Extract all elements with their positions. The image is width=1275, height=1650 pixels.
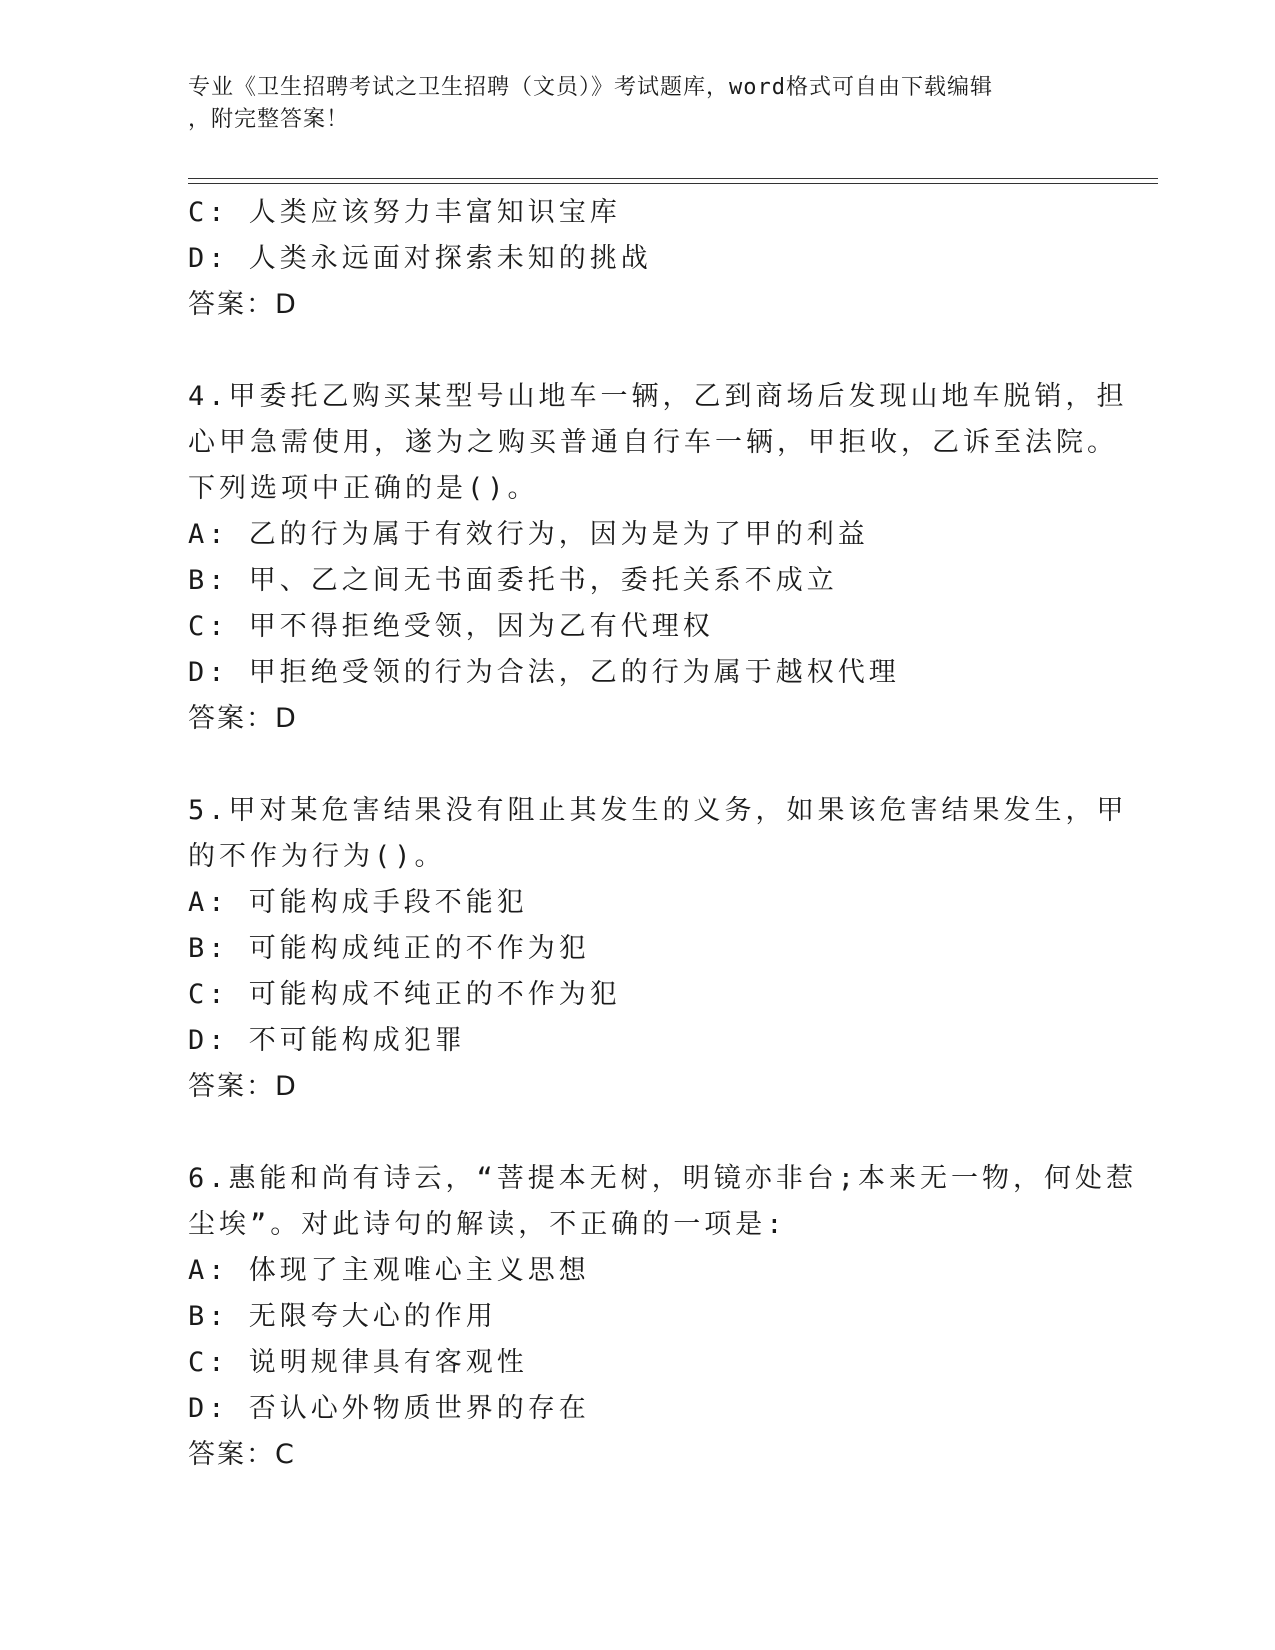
document-header <box>188 72 1068 136</box>
option-d: D: 不可能构成犯罪 <box>188 1025 466 1056</box>
option-d: D: 人类永远面对探索未知的挑战 <box>188 243 652 274</box>
option-a: A: 乙的行为属于有效行为，因为是为了甲的利益 <box>188 519 869 550</box>
option-b: B: 甲、乙之间无书面委托书，委托关系不成立 <box>188 565 838 596</box>
option-c: C: 可能构成不纯正的不作为犯 <box>188 979 621 1010</box>
question-6 <box>188 1156 1138 1478</box>
option-c: C: 甲不得拒绝受领，因为乙有代理权 <box>188 611 714 642</box>
header-divider-bottom <box>188 183 1158 184</box>
answer-line: 答案：D <box>188 289 298 320</box>
answer-line: 答案：D <box>188 1071 298 1102</box>
option-c: C: 说明规律具有客观性 <box>188 1347 528 1378</box>
question-list <box>188 190 1138 1478</box>
spacer <box>188 742 1068 788</box>
question-4 <box>188 374 1128 742</box>
question-stem-line: 的不作为行为()。 <box>188 841 446 872</box>
question-stem-line: 5.甲对某危害结果没有阻止其发生的义务，如果该危害结果发生，甲 <box>188 795 1128 826</box>
question-stem-line: 4.甲委托乙购买某型号山地车一辆，乙到商场后发现山地车脱销，担 <box>188 381 1128 412</box>
option-c: C: 人类应该努力丰富知识宝库 <box>188 197 621 228</box>
question-stem-line: 尘埃”。对此诗句的解读，不正确的一项是: <box>188 1209 787 1240</box>
question-5 <box>188 788 1128 1110</box>
option-b: B: 无限夸大心的作用 <box>188 1301 497 1332</box>
option-a: A: 体现了主观唯心主义思想 <box>188 1255 590 1286</box>
question-stem-line: 6.惠能和尚有诗云，“菩提本无树，明镜亦非台;本来无一物，何处惹 <box>188 1163 1138 1194</box>
header-line-2: ，附完整答案！ <box>188 107 350 132</box>
question-stem-line: 下列选项中正确的是()。 <box>188 473 539 504</box>
answer-line: 答案：D <box>188 703 298 734</box>
option-b: B: 可能构成纯正的不作为犯 <box>188 933 590 964</box>
option-a: A: 可能构成手段不能犯 <box>188 887 528 918</box>
answer-line: 答案：C <box>188 1439 296 1470</box>
question-3-tail <box>188 190 1068 328</box>
spacer <box>188 1110 1068 1156</box>
header-line-1: 专业《卫生招聘考试之卫生招聘（文员）》考试题库，word格式可自由下载编辑 <box>188 75 993 100</box>
header-divider-top <box>188 178 1158 179</box>
option-d: D: 否认心外物质世界的存在 <box>188 1393 590 1424</box>
question-stem-line: 心甲急需使用，遂为之购买普通自行车一辆，甲拒收，乙诉至法院。 <box>188 427 1118 458</box>
option-d: D: 甲拒绝受领的行为合法，乙的行为属于越权代理 <box>188 657 900 688</box>
spacer <box>188 328 1068 374</box>
